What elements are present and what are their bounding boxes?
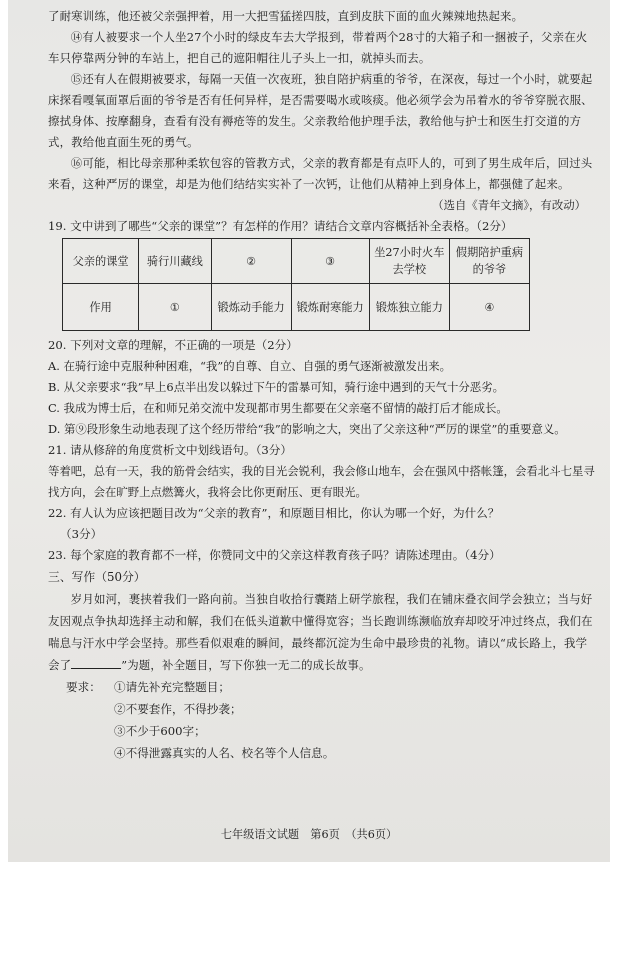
table-row	[63, 284, 530, 331]
page-footer: 七年级语文试题 第6页 （共6页）	[220, 828, 398, 841]
table-cell: 锻炼耐寒能力	[291, 284, 369, 331]
question-22-score: （3分）	[60, 527, 103, 541]
question-20: 20. 下列对文章的理解，不正确的一项是（2分）	[48, 338, 298, 352]
question-20-option-a: A. 在骑行途中克服种种困难，“我”的自尊、自立、自强的勇气逐渐被激发出来。	[48, 359, 452, 373]
table-cell: ③	[291, 239, 369, 284]
question-23: 23. 每个家庭的教育都不一样，你赞同文中的父亲这样教育孩子吗？请陈述理由。（4分）	[48, 548, 501, 562]
exam-page	[8, 0, 610, 862]
requirement-item: ②不要套作，不得抄袭；	[114, 702, 242, 716]
table-cell: 假期陪护重病的爷爷	[449, 239, 529, 284]
table-cell: ④	[449, 284, 529, 331]
title-blank	[71, 656, 121, 669]
table-cell: ①	[139, 284, 211, 331]
table-cell: 骑行川藏线	[139, 239, 211, 284]
requirement-item: ①请先补充完整题目；	[114, 680, 230, 694]
question-22: 22. 有人认为应该把题目改为“父亲的教育”，和原题目相比，你认为哪一个好，为什么？	[48, 506, 500, 520]
requirement-item: ④不得泄露真实的人名、校名等个人信息。	[114, 746, 335, 760]
table-cell: 锻炼独立能力	[369, 284, 449, 331]
writing-prompt-after: ”为题，补全题目，写下你独一无二的成长故事。	[121, 658, 371, 672]
question-19: 19. 文中讲到了哪些“父亲的课堂”？有怎样的作用？请结合文章内容概括补全表格。（2分）	[48, 219, 513, 233]
table-cell: ②	[211, 239, 291, 284]
table-row	[63, 239, 530, 284]
table-cell: 父亲的课堂	[63, 239, 139, 284]
passage-paragraph-14: ⑭有人被要求一个人坐27个小时的绿皮车去大学报到，带着两个28寸的大箱子和一捆被子，父亲在火车只停靠两分钟的车站上，把自己的遮阳帽往儿子头上一扣，就掉头而去。	[48, 30, 588, 65]
passage-source: （选自《青年文摘》，有改动）	[432, 198, 586, 212]
requirements-label: 要求：	[66, 680, 101, 694]
question-19-table	[62, 238, 530, 331]
table-cell: 锻炼动手能力	[211, 284, 291, 331]
question-21-quote: 等着吧，总有一天，我的筋骨会结实，我的目光会锐利，我会修山地车，会在强风中搭帐篷，会看北斗七星寻找方向，会在旷野上点燃篝火，我将会比你更耐压、更有眼光。	[48, 464, 595, 499]
requirement-item: ③不少于600字；	[114, 724, 206, 738]
question-20-option-b: B. 从父亲要求“我”早上6点半出发以躲过下午的雷暴可知，骑行途中遇到的天气十分恶劣。	[48, 380, 504, 394]
passage-paragraph-16: ⑯可能，相比母亲那种柔软包容的管教方式，父亲的教育都是有点吓人的，可到了男生成年后，回过头来看，这种严厉的课堂，却是为他们结结实实补了一次钙，让他们从精神上到身体上，都强健了起来。	[48, 156, 593, 191]
writing-prompt-before: 岁月如河，裹挟着我们一路向前。当独自收拾行囊踏上研学旅程，我们在铺床叠衣间学会独立；当与好友因观点争执却选择主动和解，我们在低头道歉中懂得宽容；当长跑训练濒临放弃却咬牙冲过终点，我们在喘息与汗水中学会坚持。那些看似艰难的瞬间，最终都沉淀为生命中最珍贵的礼物。请以“成长路上，我学会了	[48, 592, 593, 672]
question-21: 21. 请从修辞的角度赏析文中划线语句。（3分）	[48, 443, 292, 457]
passage-paragraph-13-end: 了耐寒训练，他还被父亲强押着，用一大把雪猛搓四肢，直到皮肤下面的血火辣辣地热起来。	[48, 9, 524, 23]
requirements	[48, 676, 596, 698]
passage-paragraph-15: ⑮还有人在假期被要求，每隔一天值一次夜班，独自陪护病重的爷爷，在深夜，每过一个小时，就要起床探看嘎氧面罩后面的爷爷是否有任何异样，是否需要喝水或咳痰。他必须学会为吊着水的爷爷穿脱衣服、擦拭身体、按摩翻身，查看有没有褥疮等的发生。父亲教给他护理手法，教给他与护士和医生打交道的方式，教给他直面生死的勇气。	[48, 72, 593, 149]
writing-heading: 三、写作（50分）	[48, 570, 146, 584]
question-20-option-c: C. 我成为博士后，在和师兄弟交流中发现都市男生都要在父亲毫不留情的敲打后才能成长。	[48, 401, 508, 415]
table-cell: 作用	[63, 284, 139, 331]
writing-prompt	[48, 588, 596, 676]
table-cell: 坐27小时火车去学校	[369, 239, 449, 284]
question-20-option-d: D. 第⑨段形象生动地表现了这个经历带给“我”的影响之大，突出了父亲这种“严厉的课堂”的重要意义。	[48, 422, 566, 436]
